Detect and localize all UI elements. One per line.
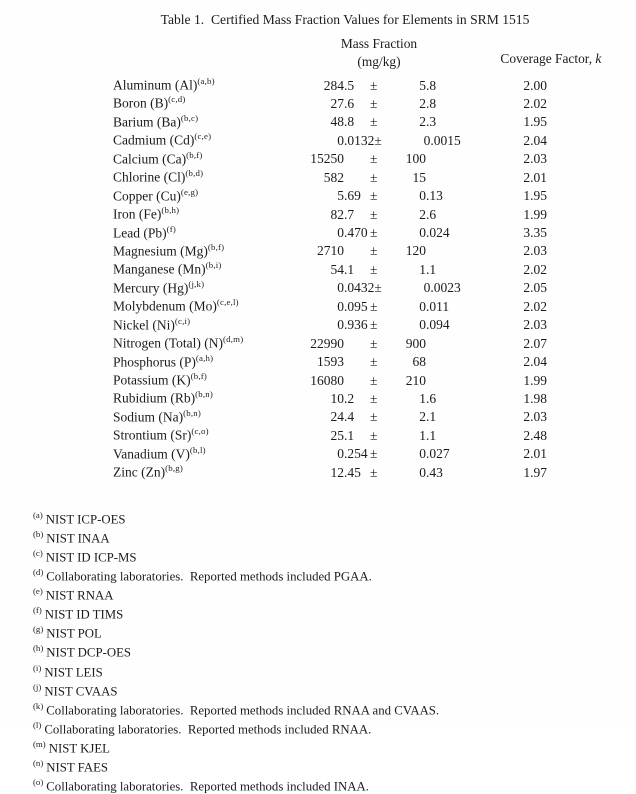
table-row — [113, 353, 547, 371]
uncertainty-integer: 0 — [423, 280, 431, 296]
uncertainty-integer: 0 — [419, 317, 426, 333]
value-integer: 12 — [330, 464, 344, 480]
element-name: Phosphorus (P) — [113, 354, 196, 370]
footnote-line — [33, 641, 613, 660]
element-name: Manganese (Mn) — [113, 261, 206, 277]
footnote-line — [33, 584, 613, 603]
footnote-text: NIST RNAA — [45, 588, 114, 603]
coverage-factor-value: 1.97 — [523, 464, 547, 480]
value-integer: 16080 — [310, 372, 344, 388]
value-integer: 0 — [337, 298, 344, 314]
footnote-text: NIST KJEL — [48, 741, 110, 756]
uncertainty-integer: 2 — [419, 95, 426, 111]
footnote-text: NIST CVAAS — [44, 683, 118, 698]
uncertainty-integer: 1 — [419, 390, 426, 406]
uncertainty-integer: 0 — [419, 446, 426, 462]
value-fraction: .7 — [344, 206, 355, 222]
footnotes-section — [33, 508, 613, 794]
uncertainty-integer: 120 — [405, 243, 426, 259]
footnote-marker: (j) — [33, 681, 42, 692]
coverage-factor-value: 2.02 — [523, 95, 547, 111]
uncertainty-integer: 1 — [419, 427, 426, 443]
element-cell — [113, 389, 273, 407]
footnote-line — [33, 699, 613, 718]
footnote-refs: (b,f) — [207, 241, 225, 252]
value-fraction: .45 — [344, 464, 361, 480]
coverage-factor-value: 2.03 — [523, 151, 547, 167]
element-name: Boron (B) — [113, 95, 169, 111]
uncertainty-integer: 1 — [419, 261, 426, 277]
footnote-line — [33, 508, 613, 527]
footnote-marker: (h) — [33, 643, 44, 654]
uncertainty-fraction: .3 — [426, 114, 437, 130]
table-row — [113, 426, 547, 444]
value-fraction: .470 — [344, 225, 368, 240]
footnote-refs: (c,e,l) — [216, 297, 239, 308]
footnote-line — [33, 565, 613, 584]
element-cell — [113, 279, 273, 297]
plus-minus-sign: ± — [370, 427, 378, 443]
plus-minus-sign: ± — [370, 95, 378, 111]
element-name: Copper (Cu) — [113, 188, 181, 204]
element-name: Calcium (Ca) — [113, 151, 187, 167]
table-row — [113, 224, 547, 242]
element-cell — [113, 150, 273, 168]
footnote-line — [33, 527, 613, 546]
element-cell — [113, 334, 273, 352]
footnote-marker: (o) — [33, 776, 44, 787]
footnote-refs: (f) — [166, 223, 176, 234]
element-name: Nickel (Ni) — [113, 317, 175, 333]
plus-minus-sign: ± — [370, 390, 378, 406]
element-name: Strontium (Sr) — [113, 427, 192, 443]
plus-minus-sign: ± — [370, 409, 378, 425]
value-integer: 22990 — [310, 335, 344, 351]
plus-minus-sign: ± — [370, 464, 378, 480]
uncertainty-fraction: .024 — [426, 225, 450, 240]
footnote-refs: (c,e) — [194, 131, 212, 142]
footnote-marker: (l) — [33, 719, 42, 730]
value-integer: 1593 — [317, 354, 344, 370]
value-integer: 582 — [323, 169, 344, 185]
value-fraction: .095 — [344, 298, 368, 314]
footnote-text: Collaborating laboratories. Reported methods included RNAA and CVAAS. — [46, 702, 440, 717]
value-integer: 25 — [330, 427, 344, 443]
table-row — [113, 242, 547, 260]
footnote-text: NIST FAES — [46, 760, 109, 775]
uncertainty-fraction: .011 — [426, 298, 450, 314]
value-integer: 48 — [330, 114, 344, 130]
footnote-marker: (f) — [33, 605, 42, 616]
footnote-refs: (c,i) — [174, 315, 191, 326]
value-fraction: .936 — [344, 317, 368, 333]
footnote-refs: (d,m) — [223, 334, 244, 345]
footnote-refs: (b,h) — [161, 205, 180, 216]
footnote-refs: (b,i) — [205, 260, 222, 271]
mass-fraction-header — [300, 35, 458, 70]
coverage-factor-value: 2.07 — [523, 335, 547, 351]
value-fraction: .8 — [344, 114, 355, 130]
value-fraction: .1 — [344, 427, 355, 443]
value-fraction: .4 — [344, 409, 355, 425]
coverage-factor-k-symbol: k — [595, 51, 602, 66]
element-cell — [113, 94, 273, 112]
footnote-text: NIST INAA — [46, 531, 110, 546]
plus-minus-sign: ± — [370, 317, 378, 333]
plus-minus-sign: ± — [374, 132, 382, 148]
value-integer: 284 — [323, 77, 344, 93]
coverage-factor-value: 1.95 — [523, 114, 547, 130]
coverage-factor-value: 2.48 — [523, 427, 547, 443]
table-row — [113, 408, 547, 426]
coverage-factor-header-label: Coverage Factor, — [500, 51, 596, 66]
element-name: Mercury (Hg) — [113, 280, 189, 296]
footnote-text: NIST ICP-OES — [45, 512, 126, 527]
plus-minus-sign: ± — [370, 151, 378, 167]
uncertainty-integer: 0 — [419, 464, 426, 480]
coverage-factor-value: 2.03 — [523, 243, 547, 259]
element-name: Lead (Pb) — [113, 225, 167, 240]
table-row — [113, 187, 547, 205]
coverage-factor-value: 2.00 — [523, 77, 547, 93]
uncertainty-fraction: .094 — [426, 317, 450, 333]
footnote-refs: (a,h) — [195, 352, 214, 363]
footnote-marker: (i) — [33, 662, 42, 673]
plus-minus-sign: ± — [370, 225, 378, 240]
plus-minus-sign: ± — [370, 446, 378, 462]
uncertainty-fraction: .6 — [426, 206, 437, 222]
mass-fraction-header-label: Mass Fraction — [340, 36, 418, 51]
footnote-refs: (b,l) — [189, 444, 206, 455]
element-cell — [113, 224, 273, 242]
table-row — [113, 463, 547, 481]
value-fraction: .1 — [344, 261, 355, 277]
footnote-refs: (b,c) — [180, 112, 199, 123]
element-cell — [113, 205, 273, 223]
element-cell — [113, 76, 273, 94]
footnote-line — [33, 680, 613, 699]
footnote-text: NIST POL — [46, 626, 102, 641]
element-name: Molybdenum (Mo) — [113, 298, 217, 314]
value-integer: 10 — [330, 390, 344, 406]
element-cell — [113, 113, 273, 131]
value-integer: 54 — [330, 261, 344, 277]
table-row — [113, 260, 547, 278]
coverage-factor-value: 2.03 — [523, 317, 547, 333]
uncertainty-fraction: .027 — [426, 446, 450, 462]
table-row — [113, 445, 547, 463]
footnote-refs: (b,n) — [195, 389, 213, 400]
table-row — [113, 94, 547, 112]
value-fraction: .69 — [344, 188, 361, 204]
footnote-text: NIST DCP-OES — [46, 645, 132, 660]
value-integer: 82 — [330, 206, 344, 222]
footnote-refs: (a,b) — [197, 76, 215, 86]
footnote-refs: (c,o) — [191, 426, 209, 437]
element-name: Zinc (Zn) — [113, 464, 166, 480]
element-name: Rubidium (Rb) — [113, 390, 196, 406]
plus-minus-sign: ± — [370, 188, 378, 204]
footnote-text: NIST ID TIMS — [44, 607, 124, 622]
footnote-text: Collaborating laboratories. Reported methods included INAA. — [46, 779, 369, 794]
value-fraction: .254 — [344, 446, 368, 462]
footnote-refs: (b,n) — [183, 407, 201, 418]
element-cell — [113, 260, 273, 278]
uncertainty-integer: 100 — [405, 151, 426, 167]
element-cell — [113, 168, 273, 186]
table-row — [113, 76, 547, 94]
footnote-refs: (b,d) — [185, 168, 204, 179]
footnote-marker: (m) — [33, 738, 46, 749]
element-name: Iron (Fe) — [113, 206, 162, 222]
table-title: Table 1. Certified Mass Fraction Values for Elements in SRM 1515 — [160, 12, 530, 27]
element-name: Magnesium (Mg) — [113, 243, 208, 259]
footnote-marker: (a) — [33, 510, 43, 520]
coverage-factor-value: 1.98 — [523, 390, 547, 406]
element-name: Barium (Ba) — [113, 114, 181, 130]
footnote-marker: (d) — [33, 567, 44, 578]
footnote-text: NIST LEIS — [44, 664, 103, 679]
uncertainty-integer: 0 — [419, 188, 426, 204]
uncertainty-fraction: .8 — [426, 95, 437, 111]
value-fraction: .6 — [344, 95, 355, 111]
table-row — [113, 371, 547, 389]
coverage-factor-value: 2.03 — [523, 409, 547, 425]
element-cell — [113, 371, 273, 389]
element-cell — [113, 187, 273, 205]
footnote-marker: (k) — [33, 700, 44, 711]
table-row — [113, 150, 547, 168]
uncertainty-fraction: .1 — [426, 409, 437, 425]
coverage-factor-value: 1.99 — [523, 206, 547, 222]
plus-minus-sign: ± — [370, 298, 378, 314]
uncertainty-integer: 2 — [419, 409, 426, 425]
value-integer: 0 — [337, 317, 344, 333]
coverage-factor-value: 1.95 — [523, 188, 547, 204]
element-cell — [113, 408, 273, 426]
coverage-factor-value: 2.02 — [523, 261, 547, 277]
footnote-line — [33, 775, 613, 794]
uncertainty-integer: 0 — [419, 225, 426, 240]
value-fraction: .0432 — [344, 280, 375, 296]
table-row — [113, 389, 547, 407]
footnote-marker: (g) — [33, 624, 44, 635]
value-fraction: .2 — [344, 390, 355, 406]
element-name: Cadmium (Cd) — [113, 132, 195, 148]
value-integer: 0 — [337, 280, 344, 296]
plus-minus-sign: ± — [370, 169, 378, 185]
coverage-factor-value: 1.99 — [523, 372, 547, 388]
element-cell — [113, 242, 273, 260]
uncertainty-integer: 210 — [405, 372, 426, 388]
footnote-text: Collaborating laboratories. Reported methods included PGAA. — [46, 569, 372, 584]
footnote-text: NIST ID ICP-MS — [45, 550, 137, 565]
plus-minus-sign: ± — [370, 372, 378, 388]
uncertainty-fraction: .1 — [426, 427, 437, 443]
uncertainty-fraction: .6 — [426, 390, 437, 406]
coverage-factor-value: 2.04 — [523, 354, 547, 370]
value-integer: 0 — [337, 446, 344, 462]
uncertainty-integer: 5 — [419, 77, 426, 93]
element-name: Chlorine (Cl) — [113, 169, 186, 185]
uncertainty-integer: 68 — [412, 354, 426, 370]
value-fraction: .5 — [344, 77, 355, 93]
element-cell — [113, 316, 273, 334]
coverage-factor-value: 2.02 — [523, 298, 547, 314]
uncertainty-integer: 900 — [405, 335, 426, 351]
table-row — [113, 113, 547, 131]
plus-minus-sign: ± — [370, 261, 378, 277]
footnote-marker: (n) — [33, 757, 44, 768]
element-cell — [113, 463, 273, 481]
footnote-line — [33, 622, 613, 641]
footnote-line — [33, 718, 613, 737]
table-row — [113, 316, 547, 334]
footnote-refs: (e,g) — [180, 186, 199, 197]
plus-minus-sign: ± — [370, 114, 378, 130]
element-cell — [113, 445, 273, 463]
element-name: Vanadium (V) — [113, 446, 190, 462]
uncertainty-integer: 2 — [419, 114, 426, 130]
table-row — [113, 279, 547, 297]
footnote-line — [33, 661, 613, 680]
footnote-refs: (b,f) — [190, 371, 208, 381]
coverage-factor-value: 2.05 — [523, 280, 547, 296]
footnote-refs: (c,d) — [168, 94, 186, 105]
table-row — [113, 297, 547, 315]
element-name: Potassium (K) — [113, 372, 191, 388]
plus-minus-sign: ± — [370, 206, 378, 222]
footnote-text: Collaborating laboratories. Reported methods included RNAA. — [44, 721, 372, 736]
footnote-line — [33, 603, 613, 622]
value-integer: 5 — [337, 188, 344, 204]
footnote-marker: (c) — [33, 548, 43, 559]
value-integer: 0 — [337, 225, 344, 240]
certified-values-table — [113, 76, 547, 482]
value-integer: 27 — [330, 95, 344, 111]
coverage-factor-value: 3.35 — [523, 225, 547, 240]
table-row — [113, 168, 547, 186]
table-row — [113, 131, 547, 149]
coverage-factor-value: 2.01 — [523, 446, 547, 462]
plus-minus-sign: ± — [370, 354, 378, 370]
uncertainty-fraction: .0023 — [430, 280, 461, 296]
element-name: Aluminum (Al) — [113, 77, 198, 93]
uncertainty-integer: 0 — [423, 132, 431, 148]
element-cell — [113, 131, 273, 149]
uncertainty-integer: 0 — [419, 298, 426, 314]
element-cell — [113, 426, 273, 444]
table-row — [113, 205, 547, 223]
footnote-marker: (b) — [33, 529, 44, 540]
footnote-line — [33, 546, 613, 565]
footnote-refs: (b,g) — [165, 463, 183, 474]
element-name: Sodium (Na) — [113, 409, 184, 425]
uncertainty-integer: 15 — [412, 169, 426, 185]
element-name: Nitrogen (Total) (N) — [113, 335, 224, 351]
plus-minus-sign: ± — [370, 243, 378, 259]
footnote-marker: (e) — [33, 586, 43, 597]
element-cell — [113, 297, 273, 315]
footnote-refs: (b,f) — [186, 149, 203, 160]
value-integer: 15250 — [310, 151, 344, 167]
coverage-factor-value: 2.04 — [523, 132, 547, 148]
footnote-refs: (j,k) — [188, 278, 205, 289]
table-row — [113, 334, 547, 352]
plus-minus-sign: ± — [370, 77, 378, 93]
footnote-line — [33, 737, 613, 756]
uncertainty-fraction: .8 — [426, 77, 437, 93]
plus-minus-sign: ± — [370, 335, 378, 351]
coverage-factor-value: 2.01 — [523, 169, 547, 185]
value-integer: 0 — [337, 132, 344, 148]
element-cell — [113, 353, 273, 371]
uncertainty-integer: 2 — [419, 206, 426, 222]
value-integer: 24 — [330, 409, 344, 425]
uncertainty-fraction: .13 — [426, 188, 443, 204]
plus-minus-sign: ± — [374, 280, 382, 296]
uncertainty-fraction: .0015 — [430, 132, 461, 148]
uncertainty-fraction: .1 — [426, 261, 437, 277]
value-fraction: .0132 — [344, 132, 375, 148]
uncertainty-fraction: .43 — [426, 464, 443, 480]
footnote-line — [33, 756, 613, 775]
value-integer: 2710 — [317, 243, 344, 259]
mass-fraction-header-unit: (mg/kg) — [357, 53, 401, 69]
